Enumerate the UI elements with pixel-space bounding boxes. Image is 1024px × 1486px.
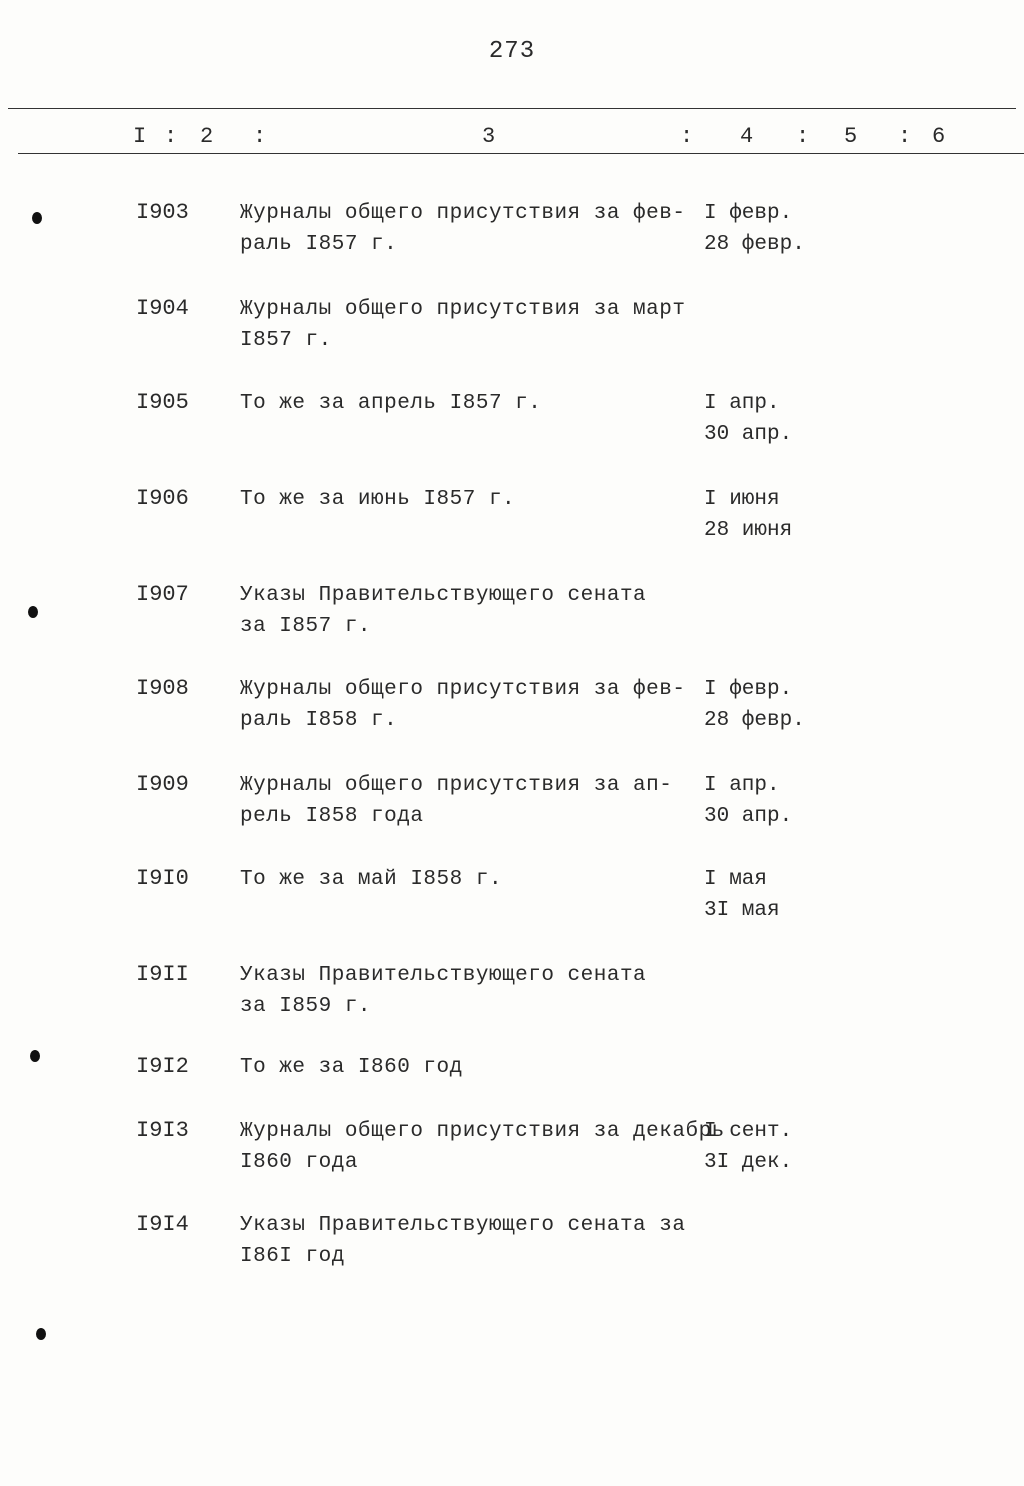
header-col-1: I	[133, 124, 147, 149]
entry-number: I9II	[136, 962, 189, 987]
entry-title	[240, 1210, 710, 1272]
entry-title	[240, 294, 710, 356]
header-col-2: 2	[200, 124, 214, 149]
punch-hole-mark	[30, 1050, 40, 1062]
entry-title-line: I86I год	[240, 1245, 345, 1268]
entry-title-line: То же за июнь I857 г.	[240, 488, 516, 511]
entry-end-date: 30 апр.	[704, 805, 793, 828]
entry-number: I907	[136, 582, 189, 607]
entry-end-date: 28 июня	[704, 519, 793, 542]
entry-number: I9I3	[136, 1118, 189, 1143]
header-rule	[18, 153, 1024, 154]
entry-title-line: за I857 г.	[240, 615, 372, 638]
entry-title	[240, 388, 710, 419]
entry-number: I9I0	[136, 866, 189, 891]
entry-title-line: Указы Правительствующего сената	[240, 584, 647, 607]
page-number: 273	[488, 38, 536, 65]
entry-dates	[704, 484, 834, 546]
entry-title	[240, 484, 710, 515]
entry-number: I909	[136, 772, 189, 797]
entry-dates	[704, 198, 834, 260]
entry-number: I9I4	[136, 1212, 189, 1237]
entry-title-line: Указы Правительствующего сената	[240, 964, 647, 987]
header-col-4: 4	[740, 124, 754, 149]
entry-title	[240, 770, 710, 832]
top-rule	[8, 108, 1016, 109]
entry-end-date: 30 апр.	[704, 423, 793, 446]
entry-title-line: Журналы общего присутствия за ап-	[240, 774, 673, 797]
entry-title-line: I860 года	[240, 1151, 358, 1174]
entry-start-date: I сент.	[704, 1120, 793, 1143]
header-separator: :	[796, 124, 810, 149]
entry-start-date: I февр.	[704, 202, 793, 225]
entry-number: I903	[136, 200, 189, 225]
entry-title-line: Журналы общего присутствия за фев-	[240, 202, 686, 225]
entry-start-date: I апр.	[704, 392, 780, 415]
entry-title-line: Журналы общего присутствия за декабрь	[240, 1120, 725, 1143]
entry-title-line: раль I858 г.	[240, 709, 398, 732]
header-separator: :	[680, 124, 694, 149]
entry-end-date: 28 февр.	[704, 709, 805, 732]
entry-dates	[704, 864, 834, 926]
entry-number: I904	[136, 296, 189, 321]
entry-title-line: Указы Правительствующего сената за	[240, 1214, 686, 1237]
entry-title-line: рель I858 года	[240, 805, 424, 828]
header-separator: :	[253, 124, 267, 149]
entry-title-line: за I859 г.	[240, 995, 372, 1018]
header-col-5: 5	[844, 124, 858, 149]
entry-title-line: I857 г.	[240, 329, 332, 352]
entry-dates	[704, 1116, 834, 1178]
entry-start-date: I мая	[704, 868, 768, 891]
entry-title-line: То же за май I858 г.	[240, 868, 503, 891]
entry-dates	[704, 674, 834, 736]
entry-end-date: 28 февр.	[704, 233, 805, 256]
header-separator: :	[164, 124, 178, 149]
entry-title-line: То же за апрель I857 г.	[240, 392, 542, 415]
entry-title-line: То же за I860 год	[240, 1056, 463, 1079]
entry-title	[240, 960, 710, 1022]
entry-title	[240, 1116, 725, 1178]
entry-number: I908	[136, 676, 189, 701]
header-col-6: 6	[932, 124, 946, 149]
entry-number: I905	[136, 390, 189, 415]
entry-title-line: Журналы общего присутствия за фев-	[240, 678, 686, 701]
entry-end-date: 3I мая	[704, 899, 780, 922]
entry-start-date: I апр.	[704, 774, 780, 797]
entry-title	[240, 674, 710, 736]
entry-title	[240, 580, 710, 642]
entry-end-date: 3I дек.	[704, 1151, 793, 1174]
entry-number: I906	[136, 486, 189, 511]
punch-hole-mark	[32, 212, 42, 224]
header-col-3: 3	[482, 124, 496, 149]
entry-start-date: I февр.	[704, 678, 793, 701]
header-separator: :	[898, 124, 912, 149]
entry-dates	[704, 770, 834, 832]
entry-title	[240, 198, 710, 260]
entry-title	[240, 864, 710, 895]
entry-dates	[704, 388, 834, 450]
entry-start-date: I июня	[704, 488, 780, 511]
entry-title-line: раль I857 г.	[240, 233, 398, 256]
entry-title	[240, 1052, 710, 1083]
punch-hole-mark	[28, 606, 38, 618]
punch-hole-mark	[36, 1328, 46, 1340]
entry-title-line: Журналы общего присутствия за март	[240, 298, 686, 321]
entry-number: I9I2	[136, 1054, 189, 1079]
